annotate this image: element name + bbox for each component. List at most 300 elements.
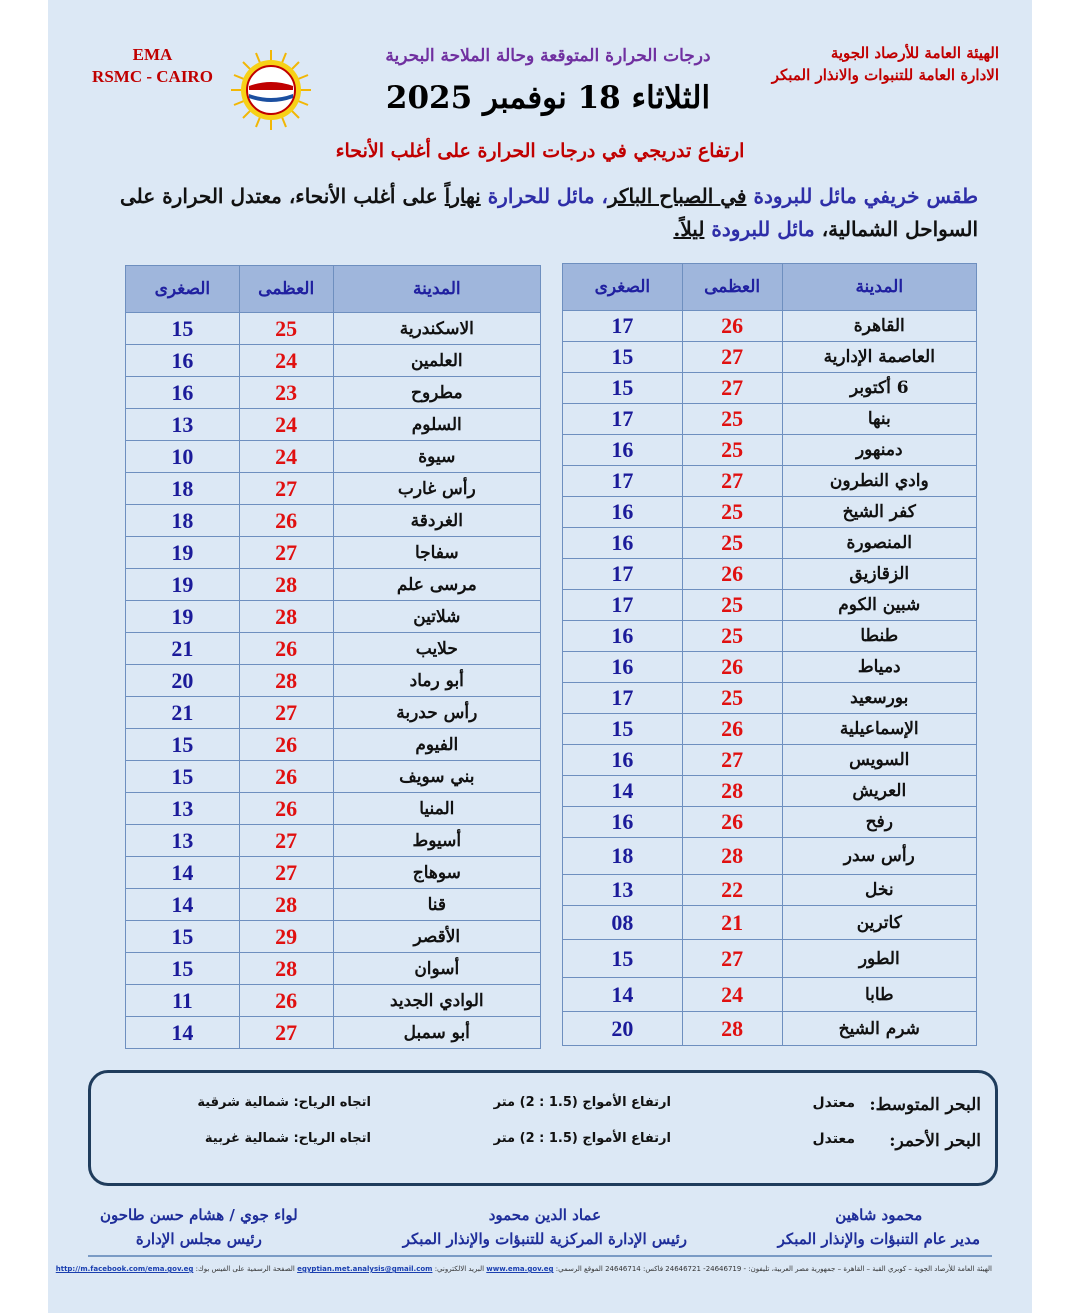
min-temp-value: 15 [171, 923, 194, 949]
bulletin-page [48, 0, 1032, 1313]
email-label: البريد الالكتروني: [434, 1265, 485, 1273]
table-row [126, 921, 541, 953]
city-value: أبو رماد [409, 670, 464, 691]
city-value: دمياط [857, 657, 901, 677]
min-temp-cell [126, 857, 240, 889]
max-temp-cell [682, 621, 782, 652]
max-temp-value: 26 [275, 987, 298, 1013]
city-cell [782, 776, 976, 807]
min-temp-cell [126, 377, 240, 409]
city-cell [782, 940, 976, 978]
city-value: كاترين [856, 912, 902, 933]
city-cell [782, 621, 976, 652]
min-temp-value: 17 [611, 406, 634, 431]
max-temp-value: 25 [721, 685, 744, 710]
city-value: الفيوم [415, 734, 459, 755]
max-temp-cell [682, 1012, 782, 1046]
min-temp-cell [563, 373, 683, 404]
max-temp-value: 25 [721, 592, 744, 617]
min-temp-value: 15 [171, 763, 194, 789]
min-temp-cell [563, 906, 683, 940]
min-temp-cell [126, 921, 240, 953]
min-temp-value: 16 [611, 499, 634, 524]
city-value: المنصورة [846, 533, 913, 553]
max-temp-cell [239, 889, 333, 921]
table-row [126, 793, 541, 825]
max-temp-value: 29 [275, 923, 298, 949]
min-temp-cell [126, 985, 240, 1017]
min-temp-cell [563, 1012, 683, 1046]
max-temp-cell [239, 345, 333, 377]
table-row [126, 665, 541, 697]
min-temp-cell [126, 505, 240, 537]
min-temp-value: 15 [611, 344, 634, 369]
table-row [563, 807, 977, 838]
max-temp-cell [682, 745, 782, 776]
table-row [563, 745, 977, 776]
min-temp-cell [563, 940, 683, 978]
desc-part: في الصباح الباكر [607, 184, 747, 208]
max-temp-cell [682, 559, 782, 590]
city-cell [333, 985, 540, 1017]
min-temp-value: 14 [611, 981, 634, 1007]
city-cell [782, 1012, 976, 1046]
max-temp-cell [239, 857, 333, 889]
max-temp-value: 23 [275, 379, 298, 405]
city-value: رأس غارب [397, 478, 476, 499]
table-row [126, 441, 541, 473]
max-temp-cell [682, 776, 782, 807]
max-temp-cell [239, 537, 333, 569]
city-cell [333, 473, 540, 505]
min-temp-cell [563, 466, 683, 497]
city-cell [782, 528, 976, 559]
city-cell [782, 559, 976, 590]
city-cell [333, 505, 540, 537]
wind-label: اتجاه الرياح: [293, 1131, 371, 1146]
min-temp-cell [126, 697, 240, 729]
table-row [563, 590, 977, 621]
min-temp-value: 18 [171, 475, 194, 501]
min-temp-value: 15 [611, 945, 634, 971]
max-temp-value: 28 [275, 571, 298, 597]
max-temp-value: 28 [275, 603, 298, 629]
table-row [563, 621, 977, 652]
city-cell [333, 825, 540, 857]
min-temp-cell [126, 1017, 240, 1049]
min-temp-value: 15 [611, 716, 634, 741]
city-cell [333, 953, 540, 985]
max-temp-cell [682, 404, 782, 435]
min-temp-value: 11 [171, 987, 193, 1013]
min-temp-value: 18 [611, 843, 634, 868]
max-temp-cell [682, 590, 782, 621]
min-temp-value: 10 [171, 443, 194, 469]
facebook-label: الصفحة الرسمية على الفيس بوك: [195, 1265, 295, 1273]
min-temp-value: 15 [171, 731, 194, 757]
max-temp-cell [682, 906, 782, 940]
city-value: كفر الشيخ [842, 502, 916, 522]
min-temp-cell [126, 313, 240, 345]
max-temp-cell [682, 466, 782, 497]
website-link[interactable]: www.ema.gov.eg [486, 1265, 554, 1273]
table-row [563, 683, 977, 714]
max-temp-cell [239, 313, 333, 345]
city-cell [333, 537, 540, 569]
max-temp-cell [239, 505, 333, 537]
min-temp-cell [126, 825, 240, 857]
city-value: رأس حدربة [396, 702, 478, 723]
table-row [563, 978, 977, 1012]
min-temp-cell [126, 601, 240, 633]
table-row [563, 940, 977, 978]
sea-state: معتدل [812, 1095, 855, 1111]
city-value: سوهاج [412, 862, 461, 883]
city-cell [333, 633, 540, 665]
max-temp-value: 27 [721, 747, 744, 772]
table-row [126, 505, 541, 537]
city-value: شرم الشيخ [838, 1018, 920, 1039]
min-temp-value: 15 [171, 315, 194, 341]
min-temp-value: 16 [171, 379, 194, 405]
organization-header [772, 42, 999, 86]
min-temp-cell [563, 590, 683, 621]
max-temp-cell [682, 875, 782, 906]
signature-central-admin [403, 1203, 687, 1251]
min-temp-cell [126, 345, 240, 377]
signature-title: رئيس الإدارة المركزية للتنبؤات والإنذار المبكر [402, 1230, 687, 1248]
min-temp-value: 17 [611, 685, 634, 710]
min-temp-value: 16 [611, 809, 634, 834]
city-cell [782, 435, 976, 466]
ema-label: EMA [132, 45, 173, 64]
max-temp-value: 26 [275, 635, 298, 661]
table-row [563, 838, 977, 875]
table-row [563, 497, 977, 528]
table-row [126, 313, 541, 345]
max-temp-value: 25 [721, 406, 744, 431]
min-temp-value: 13 [171, 411, 194, 437]
max-temp-cell [682, 940, 782, 978]
max-temp-cell [682, 807, 782, 838]
city-value: رفح [865, 812, 893, 832]
city-cell [782, 807, 976, 838]
header-city: المدينة [333, 266, 540, 313]
max-temp-cell [239, 761, 333, 793]
city-value: الاسكندرية [399, 318, 474, 339]
city-value: القاهرة [853, 316, 905, 336]
table-row [563, 1012, 977, 1046]
max-temp-value: 25 [721, 623, 744, 648]
wind-value: شمالية غربية [204, 1131, 289, 1146]
header-max: العظمى [682, 264, 782, 311]
max-temp-value: 28 [275, 955, 298, 981]
temperature-table-left [125, 265, 541, 1049]
min-temp-cell [126, 889, 240, 921]
max-temp-cell [682, 714, 782, 745]
rsmc-label: RSMC - CAIRO [92, 67, 213, 86]
table-row [126, 537, 541, 569]
sea-row-mediterranean [105, 1095, 981, 1125]
max-temp-cell [239, 409, 333, 441]
city-value: حلايب [415, 638, 458, 659]
city-value: السلوم [411, 414, 462, 435]
min-temp-cell [563, 978, 683, 1012]
city-value: المنيا [419, 798, 455, 819]
city-value: رأس سدر [843, 846, 915, 866]
max-temp-value: 27 [721, 344, 744, 369]
table-row [563, 466, 977, 497]
min-temp-value: 15 [171, 955, 194, 981]
max-temp-value: 26 [275, 763, 298, 789]
min-temp-value: 21 [171, 699, 194, 725]
city-cell [782, 683, 976, 714]
headline: ارتفاع تدريجي في درجات الحرارة على أغلب الأنحاء [335, 140, 745, 162]
desc-part: طقس خريفي مائل للبرودة [753, 184, 978, 208]
table-row [563, 435, 977, 466]
min-temp-cell [563, 528, 683, 559]
wind-label: اتجاه الرياح: [293, 1095, 371, 1110]
sea-name: البحر المتوسط: [869, 1095, 981, 1115]
min-temp-cell [563, 838, 683, 875]
city-value: أبو سمبل [403, 1022, 470, 1043]
min-temp-cell [563, 745, 683, 776]
table-row [126, 377, 541, 409]
city-cell [782, 404, 976, 435]
min-temp-cell [126, 441, 240, 473]
city-value: العاصمة الإدارية [823, 347, 935, 367]
signature-forecast-director [778, 1203, 980, 1251]
footer-contact-text: الهيئة العامة للأرصاد الجوية – كوبري القبة – القاهرة – جمهورية مصر العربية، تليفون: - 24646719- 24646721 فاكس: 24646714 الموقع الرسمي: [555, 1265, 992, 1273]
city-value: أسوان [414, 958, 460, 979]
min-temp-value: 16 [611, 654, 634, 679]
table-row [126, 761, 541, 793]
sea-name: البحر الأحمر: [889, 1131, 981, 1151]
city-value: أسيوط [412, 830, 462, 851]
signature-name: لواء جوي / هشام حسن طاحون [100, 1206, 298, 1224]
wave-height: ارتفاع الأمواج (1.5 : 2) متر [493, 1131, 671, 1146]
bulletin-title: درجات الحرارة المتوقعة وحالة الملاحة البحرية [385, 46, 711, 66]
min-temp-value: 16 [611, 437, 634, 462]
min-temp-cell [563, 342, 683, 373]
table-row [563, 652, 977, 683]
min-temp-value: 14 [171, 891, 194, 917]
min-temp-cell [563, 714, 683, 745]
min-temp-cell [126, 665, 240, 697]
max-temp-value: 26 [721, 809, 744, 834]
city-cell [333, 889, 540, 921]
max-temp-cell [682, 838, 782, 875]
min-temp-cell [126, 761, 240, 793]
city-value: شبين الكوم [838, 595, 921, 615]
city-cell [782, 906, 976, 940]
sea-conditions-box [88, 1070, 998, 1186]
desc-part: على أغلب الأنحاء، معتدل الحرارة [162, 184, 438, 208]
footer-divider [88, 1255, 992, 1257]
min-temp-value: 16 [611, 530, 634, 555]
city-value: بنها [867, 409, 891, 429]
min-temp-value: 19 [171, 539, 194, 565]
max-temp-value: 27 [275, 859, 298, 885]
signature-name: محمود شاهين [835, 1206, 923, 1224]
min-temp-value: 15 [611, 375, 634, 400]
max-temp-cell [239, 697, 333, 729]
city-value: العلمين [410, 350, 463, 371]
min-temp-cell [126, 473, 240, 505]
min-temp-cell [563, 404, 683, 435]
max-temp-cell [682, 373, 782, 404]
table-row [563, 906, 977, 940]
min-temp-value: 17 [611, 592, 634, 617]
max-temp-cell [239, 665, 333, 697]
max-temp-value: 28 [721, 778, 744, 803]
min-temp-cell [563, 311, 683, 342]
min-temp-cell [126, 633, 240, 665]
min-temp-cell [563, 559, 683, 590]
city-value: بني سويف [399, 766, 475, 787]
max-temp-value: 28 [275, 891, 298, 917]
max-temp-cell [239, 793, 333, 825]
city-cell [333, 601, 540, 633]
city-cell [333, 1017, 540, 1049]
max-temp-value: 27 [275, 475, 298, 501]
max-temp-cell [239, 473, 333, 505]
city-value: الزقازيق [849, 564, 910, 584]
city-cell [782, 311, 976, 342]
min-temp-value: 17 [611, 468, 634, 493]
city-cell [782, 714, 976, 745]
city-cell [782, 745, 976, 776]
max-temp-value: 27 [721, 468, 744, 493]
min-temp-value: 17 [611, 313, 634, 338]
max-temp-value: 27 [721, 945, 744, 971]
max-temp-value: 25 [721, 530, 744, 555]
max-temp-cell [682, 497, 782, 528]
min-temp-value: 18 [171, 507, 194, 533]
min-temp-value: 20 [171, 667, 194, 693]
city-value: دمنهور [855, 440, 903, 460]
table-row [126, 729, 541, 761]
sea-state: معتدل [812, 1131, 855, 1147]
min-temp-cell [563, 497, 683, 528]
header-min: الصغرى [126, 266, 240, 313]
desc-part: على السواحل الشمالية، [120, 184, 978, 241]
desc-part: مائل للبرودة [711, 217, 815, 241]
min-temp-value: 14 [171, 859, 194, 885]
min-temp-value: 13 [171, 827, 194, 853]
email-link[interactable]: egyptian.met.analysis@gmail.com [297, 1265, 433, 1273]
sea-row-red-sea [105, 1131, 981, 1161]
min-temp-value: 16 [171, 347, 194, 373]
table-row [126, 633, 541, 665]
max-temp-cell [682, 435, 782, 466]
max-temp-cell [239, 1017, 333, 1049]
min-temp-value: 14 [171, 1019, 194, 1045]
city-cell [333, 313, 540, 345]
min-temp-value: 08 [611, 909, 634, 935]
city-value: الطور [858, 948, 900, 969]
max-temp-value: 26 [721, 313, 744, 338]
max-temp-cell [682, 978, 782, 1012]
city-value: السويس [849, 750, 910, 770]
city-value: الغردقة [410, 510, 463, 531]
city-value: الإسماعيلية [839, 719, 919, 739]
max-temp-value: 26 [275, 731, 298, 757]
table-row [126, 697, 541, 729]
city-value: بورسعيد [850, 688, 909, 708]
table-row [126, 857, 541, 889]
max-temp-value: 24 [721, 981, 744, 1007]
min-temp-value: 16 [611, 747, 634, 772]
wind-value: شمالية شرقية [197, 1095, 289, 1110]
logo-text: EMA [262, 75, 280, 84]
ema-logo-icon [229, 48, 313, 132]
max-temp-cell [682, 652, 782, 683]
city-cell [333, 921, 540, 953]
table-row [126, 953, 541, 985]
min-temp-cell [126, 537, 240, 569]
table-row [563, 776, 977, 807]
max-temp-cell [239, 569, 333, 601]
wave-height: ارتفاع الأمواج (1.5 : 2) متر [493, 1095, 671, 1110]
city-value: شلاتين [413, 606, 461, 627]
max-temp-cell [239, 921, 333, 953]
max-temp-value: 24 [275, 347, 298, 373]
signature-title: مدير عام التنبؤات والإنذار المبكر [777, 1230, 980, 1248]
city-cell [333, 729, 540, 761]
max-temp-value: 28 [721, 1015, 744, 1041]
table-row [126, 889, 541, 921]
max-temp-cell [239, 825, 333, 857]
city-value: سفاجا [414, 542, 459, 563]
city-value: مطروح [410, 382, 463, 403]
desc-part: نهاراً [444, 184, 481, 208]
city-cell [782, 466, 976, 497]
city-cell [333, 377, 540, 409]
max-temp-value: 26 [721, 561, 744, 586]
city-value: العريش [852, 781, 907, 801]
table-row [126, 473, 541, 505]
max-temp-cell [239, 953, 333, 985]
min-temp-value: 21 [171, 635, 194, 661]
min-temp-value: 20 [611, 1015, 634, 1041]
max-temp-value: 26 [275, 795, 298, 821]
table-row [563, 404, 977, 435]
city-value: 6 أكتوبر [849, 378, 909, 398]
weather-description [58, 180, 978, 246]
table-row [563, 528, 977, 559]
min-temp-cell [126, 569, 240, 601]
max-temp-cell [682, 528, 782, 559]
min-temp-cell [126, 953, 240, 985]
city-value: طابا [864, 984, 894, 1005]
max-temp-value: 25 [721, 437, 744, 462]
max-temp-value: 28 [275, 667, 298, 693]
max-temp-value: 27 [275, 827, 298, 853]
min-temp-cell [563, 776, 683, 807]
city-cell [333, 409, 540, 441]
city-cell [333, 697, 540, 729]
max-temp-value: 28 [721, 843, 744, 868]
city-value: الأقصر [413, 926, 461, 947]
table-row [126, 345, 541, 377]
signature-name: عماد الدين محمود [488, 1206, 602, 1224]
facebook-link[interactable]: http://m.facebook.com/ema.gov.eg [55, 1265, 194, 1273]
max-temp-value: 27 [275, 539, 298, 565]
city-cell [782, 875, 976, 906]
desc-part: ليلاً. [673, 217, 705, 241]
table-row [126, 601, 541, 633]
